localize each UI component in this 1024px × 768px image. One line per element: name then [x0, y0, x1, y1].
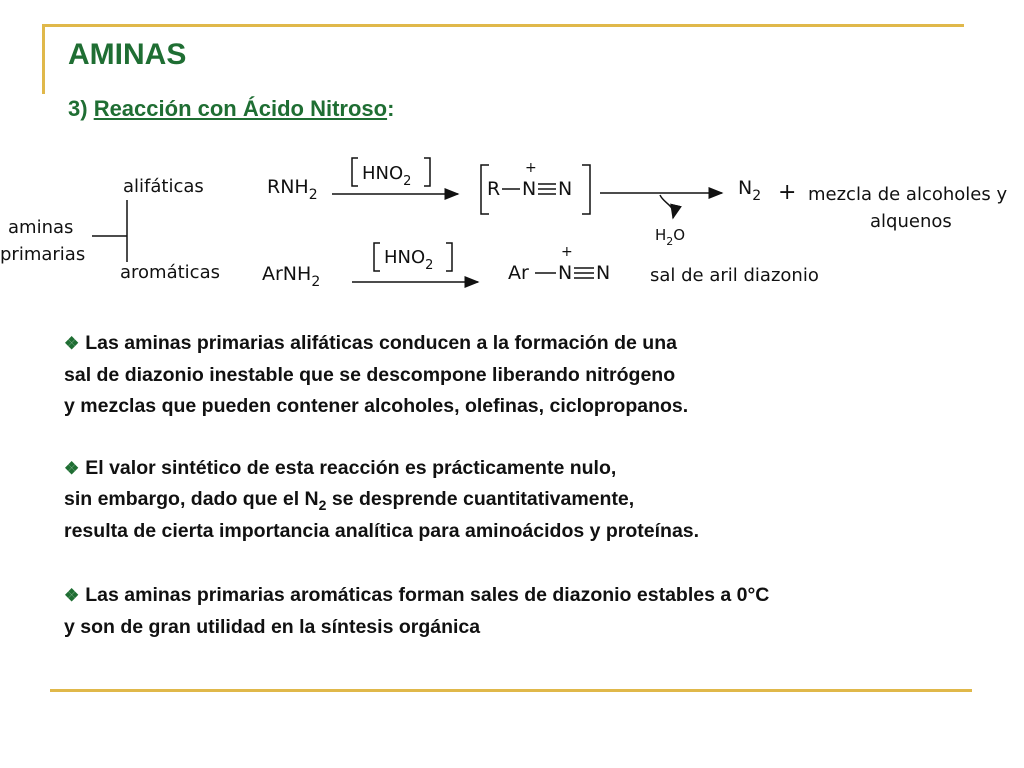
- branch-aliphatic-label: alifáticas: [123, 176, 204, 197]
- intermediate-bracket-right: [582, 165, 590, 214]
- bullet-1-line-3: y mezclas que pueden contener alcoholes, olefinas, ciclopropanos.: [64, 395, 689, 417]
- branch-aromatic-label: aromáticas: [120, 262, 220, 283]
- water-curved-arrow: [660, 195, 673, 218]
- bullet-1-line-1: Las aminas primarias alifáticas conducen a la formación de una: [85, 332, 677, 354]
- amine-label-line2: primarias: [0, 244, 86, 265]
- accent-line-vertical: [42, 24, 45, 94]
- bullet-2-line-2: sin embargo, dado que el $N_2$ se desprende cuantitativamente,: [64, 488, 635, 513]
- reaction-scheme: [0, 140, 1024, 300]
- bullet-item-3: [64, 580, 1014, 643]
- product-nitrogen: $N_2$: [738, 177, 762, 204]
- bullet-1-line-2: sal de diazonio inestable que se descompone liberando nitrógeno: [64, 363, 676, 386]
- bullet-3-line-1: Las aminas primarias aromáticas forman sales de diazonio estables a 0°C: [85, 584, 770, 606]
- bullet-list: [64, 328, 1014, 643]
- bullet-diamond-icon: ❖: [64, 458, 80, 478]
- aromatic-reactant: ArNH$_2$: [262, 263, 321, 290]
- amine-label-line1: aminas: [8, 217, 74, 238]
- subtitle-number: 3): [68, 96, 88, 121]
- accent-line-top: [42, 24, 964, 27]
- bullet-3-line-2: y son de gran utilidad en la síntesis orgánica: [64, 615, 481, 638]
- reagent-bracket-right: [424, 158, 430, 186]
- aromatic-product-name: sal de aril diazonio: [650, 265, 819, 286]
- bullet-2-line-3: resulta de cierta importancia analítica para aminoácidos y proteínas.: [64, 519, 700, 542]
- bullet-item-2: [64, 453, 1014, 548]
- aliphatic-reagent: $HNO_2$: [362, 163, 412, 189]
- product-plus: +: [778, 180, 797, 205]
- bullet-item-1: [64, 328, 1014, 423]
- aromatic-product-n2: N: [596, 262, 611, 284]
- intermediate-n1: N: [522, 178, 537, 200]
- water-label: $H_2O$: [655, 226, 686, 248]
- aromatic-reagent-bracket-right: [446, 243, 452, 271]
- aromatic-product-ar: Ar: [508, 262, 529, 284]
- aromatic-reagent-bracket-left: [374, 243, 380, 271]
- products-line2: alquenos: [870, 211, 952, 232]
- aromatic-reagent: $HNO_2$: [384, 247, 434, 273]
- aliphatic-reactant: $RNH_2$: [267, 176, 318, 203]
- aromatic-product-n1: N: [558, 262, 573, 284]
- slide-subtitle: [68, 96, 394, 122]
- bullet-diamond-icon: ❖: [64, 586, 80, 605]
- aromatic-charge: +: [561, 244, 573, 260]
- intermediate-charge: +: [525, 160, 537, 176]
- accent-line-bottom: [50, 689, 972, 692]
- bullet-2-line-1: El valor sintético de esta reacción es prácticamente nulo,: [85, 456, 617, 479]
- products-line1: mezcla de alcoholes y: [808, 184, 1008, 205]
- slide-title: AMINAS: [68, 38, 187, 71]
- intermediate-n2: N: [558, 178, 573, 200]
- subtitle-colon: :: [387, 96, 395, 121]
- bullet-diamond-icon: ❖: [64, 334, 80, 353]
- reagent-bracket-left: [352, 158, 358, 186]
- intermediate-r: R: [487, 178, 501, 200]
- subtitle-text: Reacción con Ácido Nitroso: [93, 96, 388, 121]
